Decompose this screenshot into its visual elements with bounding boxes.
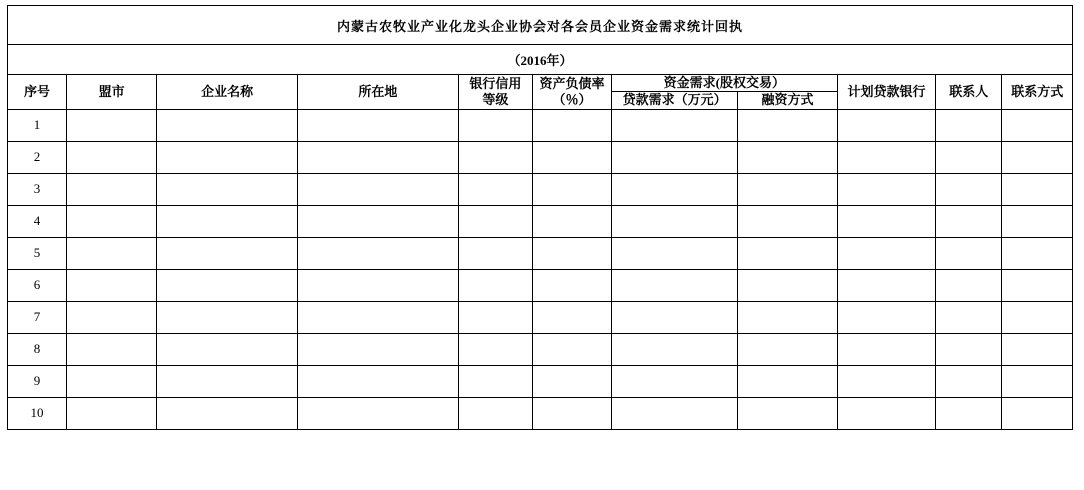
document-subtitle: （2016年） [8, 45, 1073, 75]
cell-enterprise-name[interactable] [157, 173, 298, 205]
cell-city[interactable] [67, 205, 157, 237]
cell-city[interactable] [67, 269, 157, 301]
cell-credit-rating[interactable] [458, 365, 533, 397]
cell-financing-method[interactable] [738, 237, 837, 269]
cell-debt-ratio[interactable] [533, 109, 612, 141]
cell-debt-ratio[interactable] [533, 301, 612, 333]
column-header-contact-person: 联系人 [936, 75, 1002, 110]
column-header-fund-demand-group: 资金需求(股权交易） [611, 75, 837, 92]
cell-debt-ratio[interactable] [533, 205, 612, 237]
credit-rating-line-2: 等级 [482, 91, 509, 107]
cell-financing-method[interactable] [738, 205, 837, 237]
cell-location[interactable] [298, 141, 459, 173]
cell-planned-bank[interactable] [837, 173, 935, 205]
table-row [8, 109, 1073, 141]
cell-financing-method[interactable] [738, 301, 837, 333]
cell-financing-method[interactable] [738, 109, 837, 141]
cell-financing-method[interactable] [738, 333, 837, 365]
cell-location[interactable] [298, 365, 459, 397]
cell-contact-method[interactable] [1002, 141, 1073, 173]
cell-enterprise-name[interactable] [157, 141, 298, 173]
cell-loan-demand[interactable] [611, 141, 737, 173]
cell-loan-demand[interactable] [611, 365, 737, 397]
cell-financing-method[interactable] [738, 141, 837, 173]
cell-planned-bank[interactable] [837, 205, 935, 237]
column-header-location: 所在地 [298, 75, 459, 110]
cell-credit-rating[interactable] [458, 237, 533, 269]
cell-contact-person[interactable] [936, 269, 1002, 301]
cell-location[interactable] [298, 301, 459, 333]
cell-loan-demand[interactable] [611, 173, 737, 205]
table-row [8, 173, 1073, 205]
column-header-credit-rating [458, 75, 533, 110]
cell-city[interactable] [67, 109, 157, 141]
cell-financing-method[interactable] [738, 173, 837, 205]
cell-contact-person[interactable] [936, 333, 1002, 365]
subtitle-row [8, 45, 1073, 75]
table-row [8, 365, 1073, 397]
cell-loan-demand[interactable] [611, 301, 737, 333]
cell-city[interactable] [67, 333, 157, 365]
cell-location[interactable] [298, 237, 459, 269]
cell-contact-method[interactable] [1002, 333, 1073, 365]
cell-contact-person[interactable] [936, 301, 1002, 333]
cell-city[interactable] [67, 237, 157, 269]
cell-city[interactable] [67, 141, 157, 173]
cell-loan-demand[interactable] [611, 205, 737, 237]
cell-loan-demand[interactable] [611, 333, 737, 365]
cell-loan-demand[interactable] [611, 269, 737, 301]
cell-contact-person[interactable] [936, 173, 1002, 205]
cell-planned-bank[interactable] [837, 365, 935, 397]
cell-contact-method[interactable] [1002, 301, 1073, 333]
table-row [8, 205, 1073, 237]
cell-enterprise-name[interactable] [157, 109, 298, 141]
row-index: 8 [8, 333, 67, 365]
table-row [8, 397, 1073, 429]
row-index: 6 [8, 269, 67, 301]
cell-location[interactable] [298, 333, 459, 365]
cell-credit-rating[interactable] [458, 397, 533, 429]
column-header-enterprise-name: 企业名称 [157, 75, 298, 110]
cell-contact-person[interactable] [936, 397, 1002, 429]
cell-contact-person[interactable] [936, 109, 1002, 141]
cell-debt-ratio[interactable] [533, 173, 612, 205]
cell-contact-person[interactable] [936, 237, 1002, 269]
cell-credit-rating[interactable] [458, 109, 533, 141]
table-row [8, 301, 1073, 333]
cell-credit-rating[interactable] [458, 173, 533, 205]
cell-contact-person[interactable] [936, 141, 1002, 173]
cell-loan-demand[interactable] [611, 237, 737, 269]
debt-ratio-line-1: 资产负债率 [539, 75, 605, 91]
cell-planned-bank[interactable] [837, 269, 935, 301]
table-row [8, 141, 1073, 173]
cell-enterprise-name[interactable] [157, 365, 298, 397]
table-row [8, 269, 1073, 301]
cell-location[interactable] [298, 109, 459, 141]
cell-credit-rating[interactable] [458, 269, 533, 301]
column-header-loan-demand: 贷款需求（万元） [611, 92, 737, 109]
cell-planned-bank[interactable] [837, 301, 935, 333]
cell-city[interactable] [67, 301, 157, 333]
debt-ratio-line-2: （％） [552, 91, 592, 107]
cell-location[interactable] [298, 205, 459, 237]
row-index: 1 [8, 109, 67, 141]
column-header-contact-method: 联系方式 [1002, 75, 1073, 110]
cell-credit-rating[interactable] [458, 333, 533, 365]
cell-planned-bank[interactable] [837, 237, 935, 269]
header-row-top [8, 75, 1073, 92]
cell-debt-ratio[interactable] [533, 333, 612, 365]
cell-enterprise-name[interactable] [157, 301, 298, 333]
cell-enterprise-name[interactable] [157, 237, 298, 269]
cell-debt-ratio[interactable] [533, 397, 612, 429]
column-header-financing-method: 融资方式 [738, 92, 837, 109]
table-row [8, 237, 1073, 269]
row-index: 2 [8, 141, 67, 173]
cell-city[interactable] [67, 365, 157, 397]
cell-contact-method[interactable] [1002, 109, 1073, 141]
cell-planned-bank[interactable] [837, 141, 935, 173]
cell-debt-ratio[interactable] [533, 365, 612, 397]
cell-location[interactable] [298, 397, 459, 429]
cell-contact-method[interactable] [1002, 205, 1073, 237]
cell-credit-rating[interactable] [458, 301, 533, 333]
cell-credit-rating[interactable] [458, 205, 533, 237]
cell-debt-ratio[interactable] [533, 269, 612, 301]
cell-debt-ratio[interactable] [533, 237, 612, 269]
cell-financing-method[interactable] [738, 365, 837, 397]
cell-planned-bank[interactable] [837, 397, 935, 429]
row-index: 5 [8, 237, 67, 269]
cell-enterprise-name[interactable] [157, 269, 298, 301]
cell-location[interactable] [298, 173, 459, 205]
table-row [8, 333, 1073, 365]
credit-rating-line-1: 银行信用 [469, 75, 522, 91]
column-header-city: 盟市 [67, 75, 157, 110]
cell-contact-method[interactable] [1002, 397, 1073, 429]
cell-contact-method[interactable] [1002, 365, 1073, 397]
fund-demand-statistics-table [7, 5, 1073, 430]
cell-financing-method[interactable] [738, 269, 837, 301]
row-index: 7 [8, 301, 67, 333]
cell-planned-bank[interactable] [837, 333, 935, 365]
title-row [8, 6, 1073, 45]
cell-contact-method[interactable] [1002, 269, 1073, 301]
cell-financing-method[interactable] [738, 397, 837, 429]
cell-enterprise-name[interactable] [157, 205, 298, 237]
row-index: 9 [8, 365, 67, 397]
document-title: 内蒙古农牧业产业化龙头企业协会对各会员企业资金需求统计回执 [8, 6, 1073, 45]
cell-location[interactable] [298, 269, 459, 301]
row-index: 10 [8, 397, 67, 429]
page-bottom-margin [0, 484, 1084, 490]
cell-planned-bank[interactable] [837, 109, 935, 141]
row-index: 3 [8, 173, 67, 205]
cell-contact-person[interactable] [936, 205, 1002, 237]
cell-city[interactable] [67, 397, 157, 429]
cell-enterprise-name[interactable] [157, 333, 298, 365]
cell-city[interactable] [67, 173, 157, 205]
cell-loan-demand[interactable] [611, 109, 737, 141]
cell-debt-ratio[interactable] [533, 141, 612, 173]
cell-contact-method[interactable] [1002, 237, 1073, 269]
column-header-planned-bank: 计划贷款银行 [837, 75, 935, 110]
cell-contact-person[interactable] [936, 365, 1002, 397]
cell-credit-rating[interactable] [458, 141, 533, 173]
cell-enterprise-name[interactable] [157, 397, 298, 429]
cell-loan-demand[interactable] [611, 397, 737, 429]
column-header-index: 序号 [8, 75, 67, 110]
column-header-debt-ratio [533, 75, 612, 110]
row-index: 4 [8, 205, 67, 237]
cell-contact-method[interactable] [1002, 173, 1073, 205]
